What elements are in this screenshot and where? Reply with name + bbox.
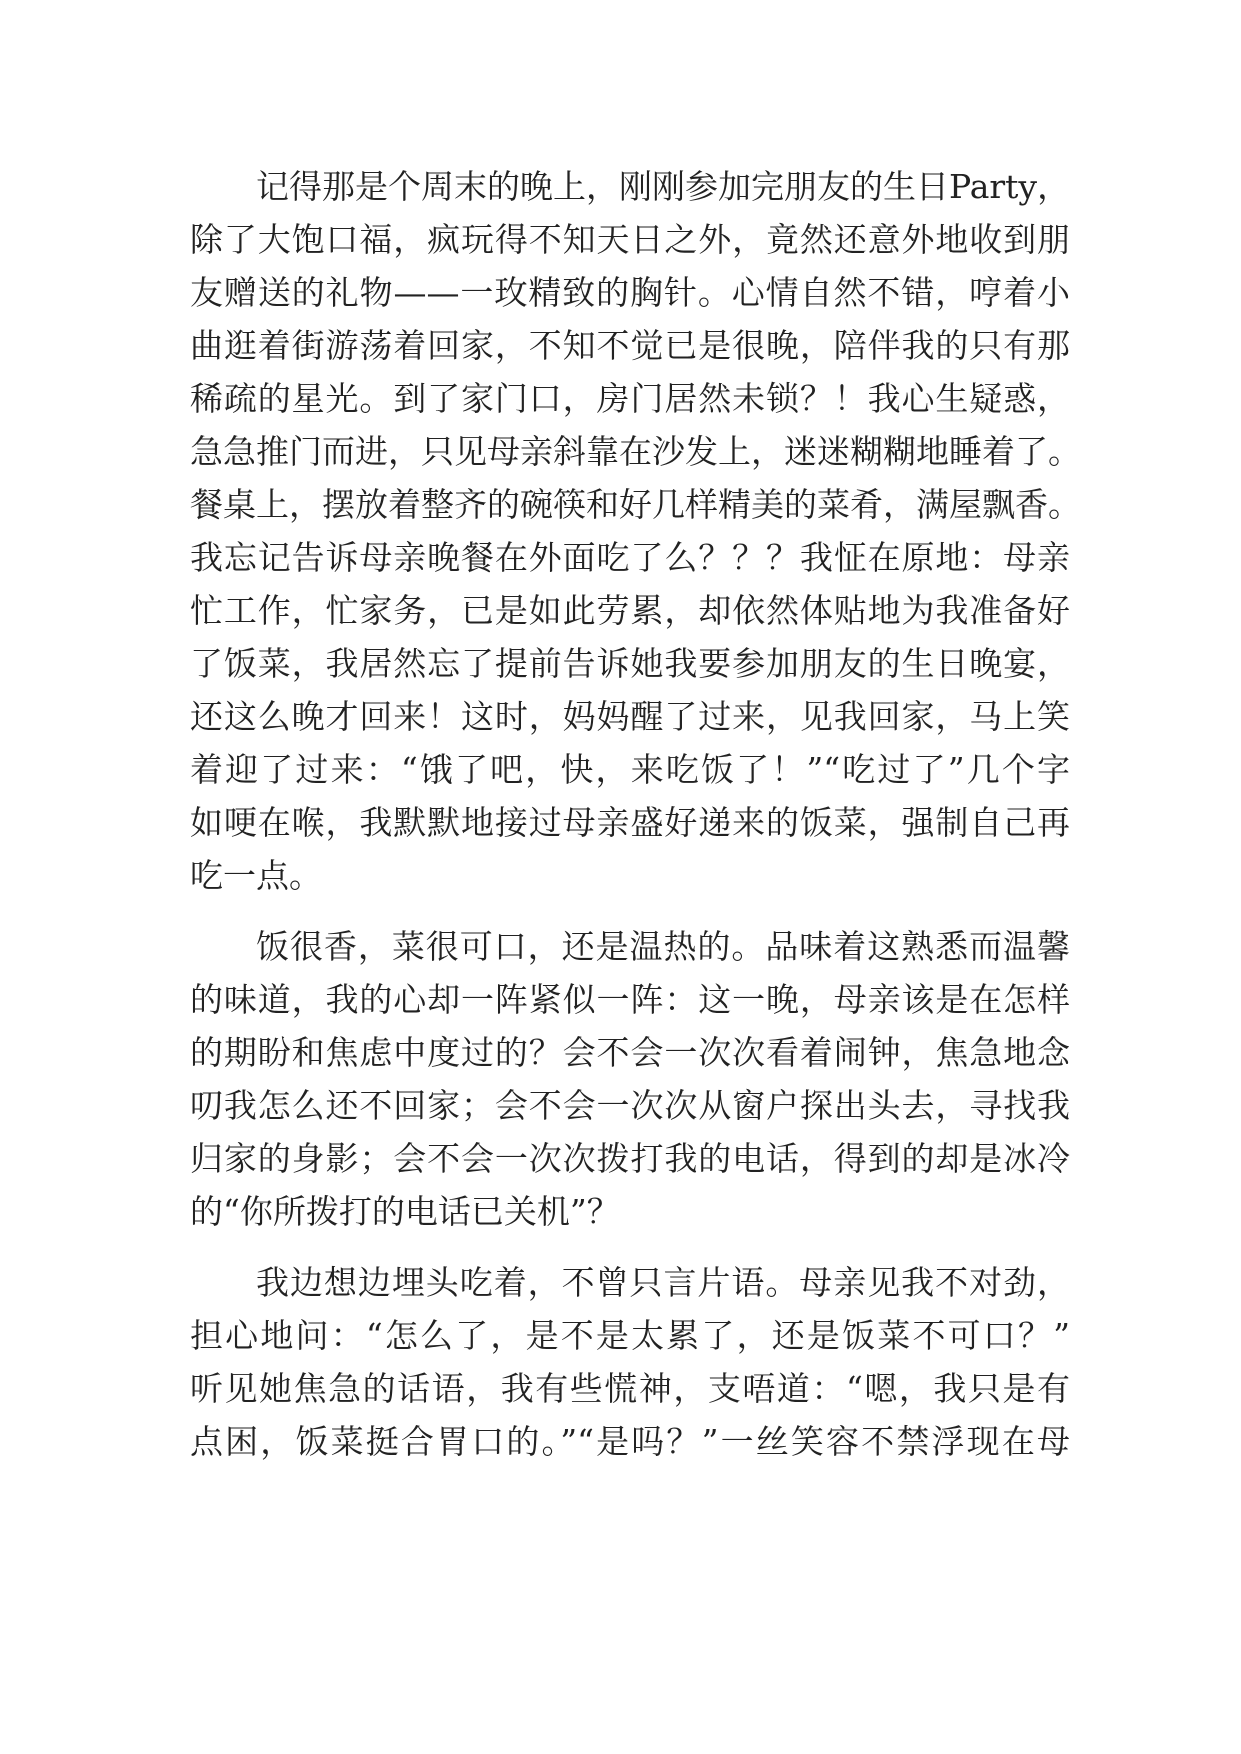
paragraph-1-line-13: 如哽在喉，我默默地接过母亲盛好递来的饭菜，强制自己再 xyxy=(190,803,1070,842)
paragraph-2-line-3: 的期盼和焦虑中度过的？会不会一次次看着闹钟，焦急地念 xyxy=(190,1033,1070,1072)
paragraph-gap xyxy=(190,1238,1070,1256)
paragraph-1-line-11: 还这么晚才回来！这时，妈妈醒了过来，见我回家，马上笑 xyxy=(190,697,1070,736)
paragraph-1-line-10: 了饭菜，我居然忘了提前告诉她我要参加朋友的生日晚宴， xyxy=(190,644,1070,683)
paragraph-2-line-5: 归家的身影；会不会一次次拨打我的电话，得到的却是冰冷 xyxy=(190,1139,1070,1178)
paragraph-3-line-1: 我边想边埋头吃着，不曾只言片语。母亲见我不对劲， xyxy=(256,1263,1070,1302)
paragraph-3-line-2: 担心地问：“怎么了，是不是太累了，还是饭菜不可口？” xyxy=(190,1316,1070,1355)
paragraph-3-line-3: 听见她焦急的话语，我有些慌神，支唔道：“嗯，我只是有 xyxy=(190,1369,1070,1408)
paragraph-1-line-6: 急急推门而进，只见母亲斜靠在沙发上，迷迷糊糊地睡着了。 xyxy=(190,432,1081,471)
paragraph-gap xyxy=(190,902,1070,920)
paragraph-2-line-2: 的味道，我的心却一阵紧似一阵：这一晚，母亲该是在怎样 xyxy=(190,980,1070,1019)
paragraph-1-line-8: 我忘记告诉母亲晚餐在外面吃了么？？？我怔在原地：母亲 xyxy=(190,538,1070,577)
paragraph-1-line-9: 忙工作，忙家务，已是如此劳累，却依然体贴地为我准备好 xyxy=(190,591,1070,630)
paragraph-2-line-1: 饭很香，菜很可口，还是温热的。品味着这熟悉而温馨 xyxy=(256,927,1070,966)
paragraph-2-line-4: 叨我怎么还不回家；会不会一次次从窗户探出头去，寻找我 xyxy=(190,1086,1070,1125)
paragraph-1-line-2: 除了大饱口福，疯玩得不知天日之外，竟然还意外地收到朋 xyxy=(190,220,1070,259)
document-body xyxy=(190,160,1081,1468)
paragraph-1-line-14: 吃一点。 xyxy=(190,856,322,895)
paragraph-1-line-1: 记得那是个周末的晚上，刚刚参加完朋友的生日Party， xyxy=(256,167,1071,206)
paragraph-1-line-7: 餐桌上，摆放着整齐的碗筷和好几样精美的菜肴，满屋飘香。 xyxy=(190,485,1081,524)
paragraph-1-line-3: 友赠送的礼物——一玫精致的胸针。心情自然不错，哼着小 xyxy=(190,273,1070,312)
paragraph-2-line-6: 的“你所拨打的电话已关机”？ xyxy=(190,1192,620,1231)
paragraph-1-line-12: 着迎了过来：“饿了吧，快，来吃饭了！”“吃过了”几个字 xyxy=(190,750,1070,789)
paragraph-1-line-4: 曲逛着街游荡着回家，不知不觉已是很晚，陪伴我的只有那 xyxy=(190,326,1070,365)
paragraph-1-line-5: 稀疏的星光。到了家门口，房门居然未锁？！我心生疑惑， xyxy=(190,379,1070,418)
paragraph-3-line-4: 点困，饭菜挺合胃口的。”“是吗？”一丝笑容不禁浮现在母 xyxy=(190,1422,1070,1461)
